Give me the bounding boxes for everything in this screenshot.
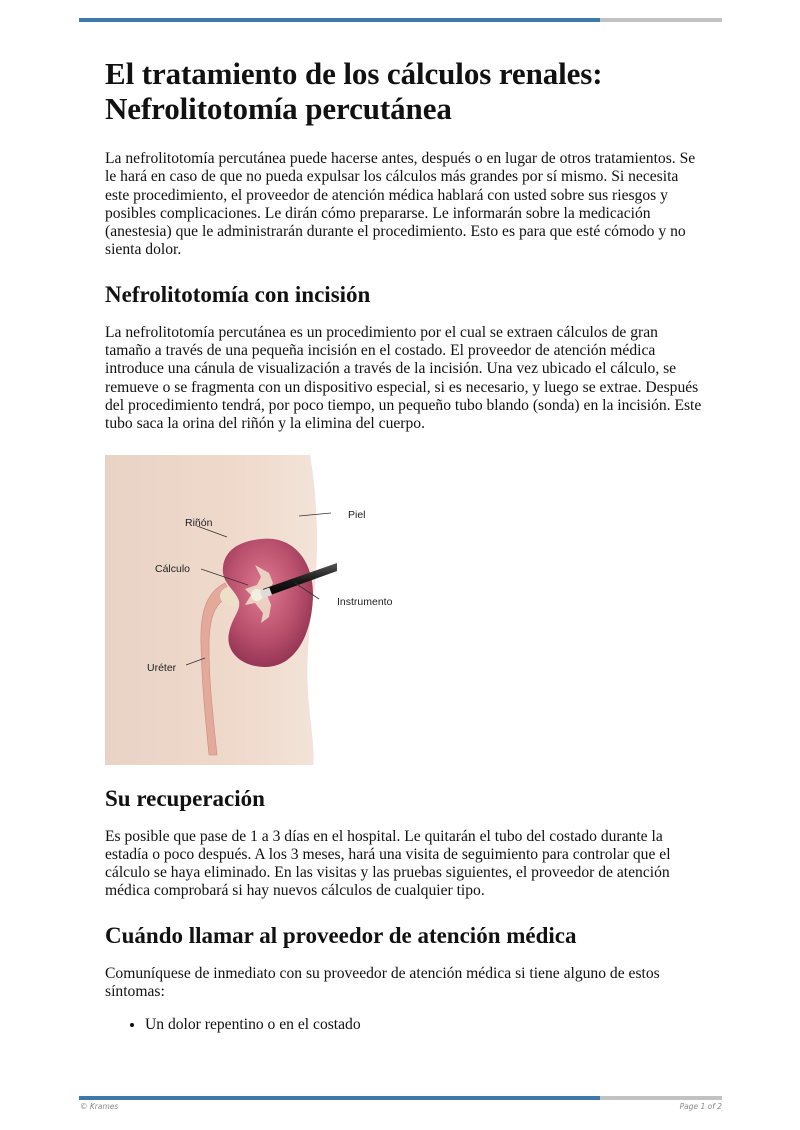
footer-bar-fill — [79, 1096, 600, 1100]
footer-progress-bar — [79, 1096, 722, 1100]
document-body — [105, 56, 705, 1035]
label-instrument: Instrumento — [337, 595, 393, 608]
label-stone: Cálculo — [155, 562, 191, 575]
label-kidney: Riñón — [185, 516, 213, 529]
footer-bar-track — [600, 1096, 722, 1100]
section-body-recovery: Es posible que pase de 1 a 3 días en el hospital. Le quitarán el tubo del costado durante la estadía o poco después. A los 3 meses, hará una visita de seguimiento para controlar que el cálculo se haya eliminado. En las visitas y las pruebas siguientes, el proveedor de atención médica comprobará si hay nuevos cálculos de cualquier tipo. — [105, 827, 671, 900]
symptom-list-item: • Un dolor repentino o en el costado — [145, 1016, 705, 1034]
kidney-illustration — [105, 455, 393, 765]
section-body-when-to-call: Comuníquese de inmediato con su proveedor de atención médica si tiene alguno de estos síntomas: — [105, 964, 660, 1001]
section-body-incision: La nefrolitotomía percutánea es un procedimiento por el cual se extraen cálculos de gran tamaño a través de una pequeña incisión en el costado. El proveedor de atención médica introduce una cánula de visualización a través de la incisión. Una vez ubicado el cálculo, se remueve o se fragmenta con un dispositivo especial, si es necesario, y luego se extrae. Después del procedimiento tendrá, por poco tiempo, un pequeño tubo blando (sonda) en la incisión. Este tubo saca la orina del riñón y la elimina del cuerpo. — [105, 323, 702, 433]
header-progress-bar — [79, 18, 722, 22]
section-heading-recovery: Su recuperación — [105, 785, 265, 811]
figure-labels — [105, 455, 445, 765]
symptom-list — [105, 1016, 705, 1034]
header-bar-fill — [79, 18, 600, 22]
footer-copyright: © Krames — [80, 1102, 119, 1111]
section-heading-incision: Nefrolitotomía con incisión — [105, 281, 371, 307]
title-line-2: Nefrolitotomía percutánea — [105, 91, 452, 126]
header-bar-track — [600, 18, 722, 22]
page-title — [105, 56, 705, 126]
title-line-1: El tratamiento de los cálculos renales: — [105, 56, 603, 91]
label-skin: Piel — [348, 508, 366, 521]
footer-page-number: Page 1 of 2 — [679, 1102, 722, 1111]
intro-paragraph: La nefrolitotomía percutánea puede hacerse antes, después o en lugar de otros tratamientos. Se le hará en caso de que no pueda expulsar los cálculos más grandes por sí mismo. Si necesita este procedimiento, el proveedor de atención médica hablará con usted sobre sus riesgos y posibles complicaciones. Le dirán cómo prepararse. Le informarán sobre la medicación (anestesia) que le administrarán durante el procedimiento. Esto es para que esté cómodo y no sienta dolor. — [105, 150, 696, 259]
section-heading-when-to-call: Cuándo llamar al proveedor de atención médica — [105, 922, 577, 948]
label-ureter: Uréter — [147, 661, 177, 674]
